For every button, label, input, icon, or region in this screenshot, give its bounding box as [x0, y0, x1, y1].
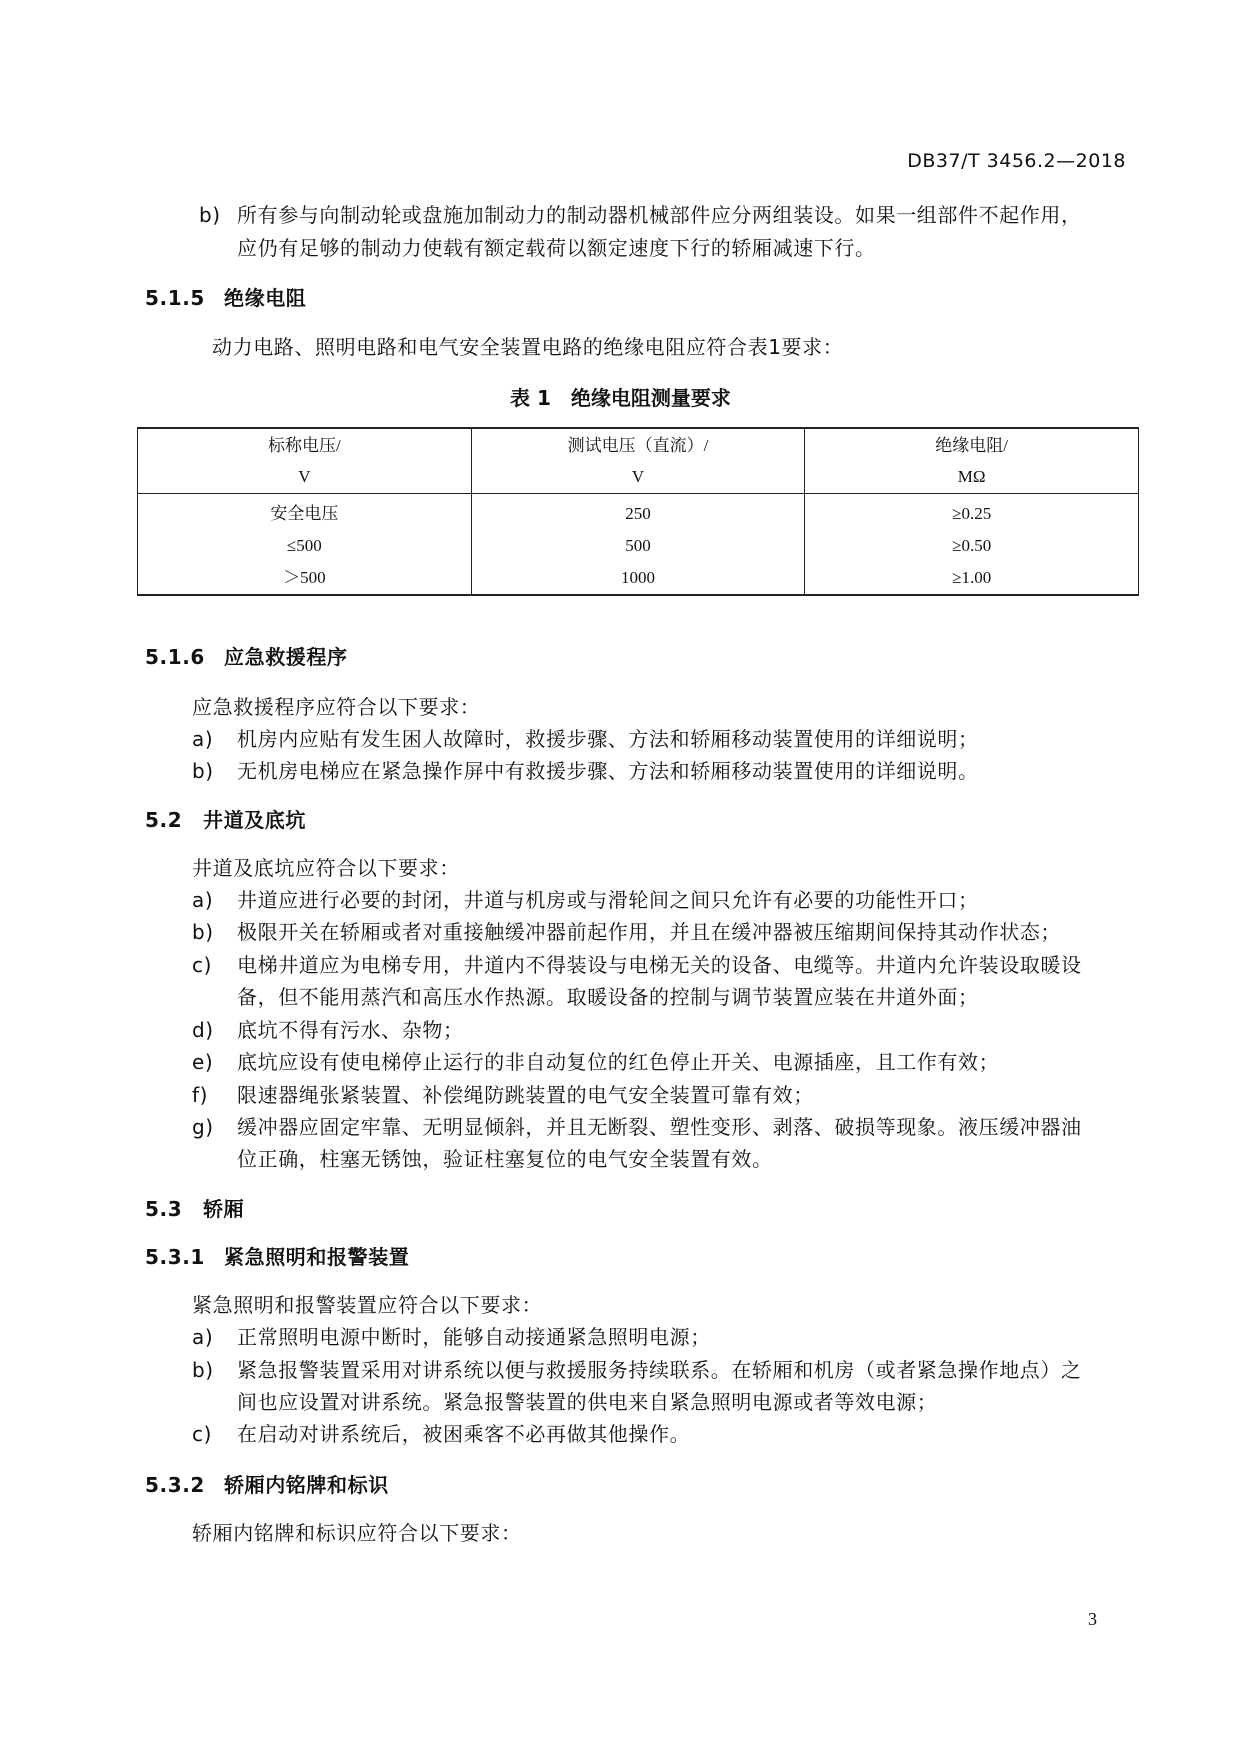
- list-item-text: 紧急报警装置采用对讲系统以便与救援服务持续联系。在轿厢和机房（或者紧急操作地点）之: [237, 1358, 1082, 1382]
- section-number: 5.3.2: [145, 1473, 205, 1497]
- table-cell: 500: [471, 530, 805, 562]
- table-cell: ≤500: [138, 530, 472, 562]
- section-title: 紧急照明和报警装置: [224, 1245, 410, 1269]
- list-item-text: 所有参与向制动轮或盘施加制动力的制动器机械部件应分两组装设。如果一组部件不起作用，: [237, 203, 1082, 227]
- paragraph: 紧急照明和报警装置应符合以下要求：: [192, 1293, 543, 1317]
- list-item-text: 限速器绳张紧装置、补偿绳防跳装置的电气安全装置可靠有效；: [237, 1083, 814, 1107]
- paragraph: 井道及底坑应符合以下要求：: [192, 856, 460, 880]
- list-item-text: 正常照明电源中断时，能够自动接通紧急照明电源；: [237, 1325, 711, 1349]
- list-item-text: 极限开关在轿厢或者对重接触缓冲器前起作用，并且在缓冲器被压缩期间保持其动作状态；: [237, 920, 1061, 944]
- paragraph: 应急救援程序应符合以下要求：: [192, 695, 481, 719]
- table-cell: 250: [471, 494, 805, 531]
- column-header: 标称电压/ V: [138, 428, 472, 494]
- list-item-text: 应仍有足够的制动力使载有额定载荷以额定速度下行的轿厢减速下行。: [237, 236, 876, 260]
- table-caption: 表 1 绝缘电阻测量要求: [510, 386, 731, 410]
- list-label: a): [192, 888, 214, 912]
- section-number: 5.3.1: [145, 1245, 205, 1269]
- table-cell: 安全电压: [138, 494, 472, 531]
- table-row: [138, 530, 1139, 562]
- section-title: 轿厢内铭牌和标识: [224, 1473, 389, 1497]
- list-label: a): [192, 727, 214, 751]
- list-item-text: 电梯井道应为电梯专用，井道内不得装设与电梯无关的设备、电缆等。井道内允许装设取暖设: [237, 953, 1082, 977]
- section-title: 绝缘电阻: [224, 286, 307, 310]
- section-title: 井道及底坑: [203, 808, 306, 832]
- list-label: f): [192, 1083, 209, 1107]
- page-number: 3: [1088, 1609, 1097, 1629]
- section-number: 5.3: [145, 1197, 183, 1221]
- table-cell: ≥0.25: [805, 494, 1139, 531]
- list-label: c): [192, 1422, 212, 1446]
- list-label: c): [192, 953, 212, 977]
- paragraph: 动力电路、照明电路和电气安全装置电路的绝缘电阻应符合表1要求：: [212, 335, 844, 359]
- section-number: 5.1.5: [145, 286, 205, 310]
- list-label: a): [192, 1325, 214, 1349]
- list-item-text: 底坑不得有污水、杂物；: [237, 1018, 464, 1042]
- table-cell: 1000: [471, 562, 805, 595]
- list-label: b): [192, 759, 214, 783]
- table-row: [138, 494, 1139, 531]
- list-item-text: 无机房电梯应在紧急操作屏中有救援步骤、方法和轿厢移动装置使用的详细说明。: [237, 759, 979, 783]
- list-item-text: 备，但不能用蒸汽和高压水作热源。取暖设备的控制与调节装置应装在井道外面；: [237, 985, 979, 1009]
- section-title: 轿厢: [203, 1197, 245, 1221]
- list-label: b): [199, 203, 221, 227]
- list-item-text: 在启动对讲系统后，被困乘客不必再做其他操作。: [237, 1422, 691, 1446]
- list-label: e): [192, 1050, 214, 1074]
- list-item-text: 位正确，柱塞无锈蚀，验证柱塞复位的电气安全装置有效。: [237, 1147, 773, 1171]
- list-item-text: 底坑应设有使电梯停止运行的非自动复位的红色停止开关、电源插座，且工作有效；: [237, 1050, 1000, 1074]
- list-item-text: 间也应设置对讲系统。紧急报警装置的供电来自紧急照明电源或者等效电源；: [237, 1390, 938, 1414]
- table-header-row: [138, 428, 1139, 494]
- document-number: DB37/T 3456.2—2018: [907, 150, 1126, 172]
- section-title: 应急救援程序: [224, 645, 348, 669]
- list-item-text: 机房内应贴有发生困人故障时，救援步骤、方法和轿厢移动装置使用的详细说明；: [237, 727, 979, 751]
- insulation-resistance-table: [137, 427, 1139, 596]
- list-label: b): [192, 1358, 214, 1382]
- table-cell: ≥1.00: [805, 562, 1139, 595]
- section-number: 5.1.6: [145, 645, 205, 669]
- table-cell: ＞500: [138, 562, 472, 595]
- column-header: 测试电压（直流）/ V: [471, 428, 805, 494]
- list-item-text: 井道应进行必要的封闭，井道与机房或与滑轮间之间只允许有必要的功能性开口；: [237, 888, 979, 912]
- paragraph: 轿厢内铭牌和标识应符合以下要求：: [192, 1521, 522, 1545]
- list-item-text: 缓冲器应固定牢靠、无明显倾斜，并且无断裂、塑性变形、剥落、破损等现象。液压缓冲器油: [237, 1115, 1082, 1139]
- table-cell: ≥0.50: [805, 530, 1139, 562]
- table-row: [138, 562, 1139, 595]
- section-number: 5.2: [145, 808, 183, 832]
- list-label: d): [192, 1018, 214, 1042]
- column-header: 绝缘电阻/ MΩ: [805, 428, 1139, 494]
- list-label: b): [192, 920, 214, 944]
- list-label: g): [192, 1115, 214, 1139]
